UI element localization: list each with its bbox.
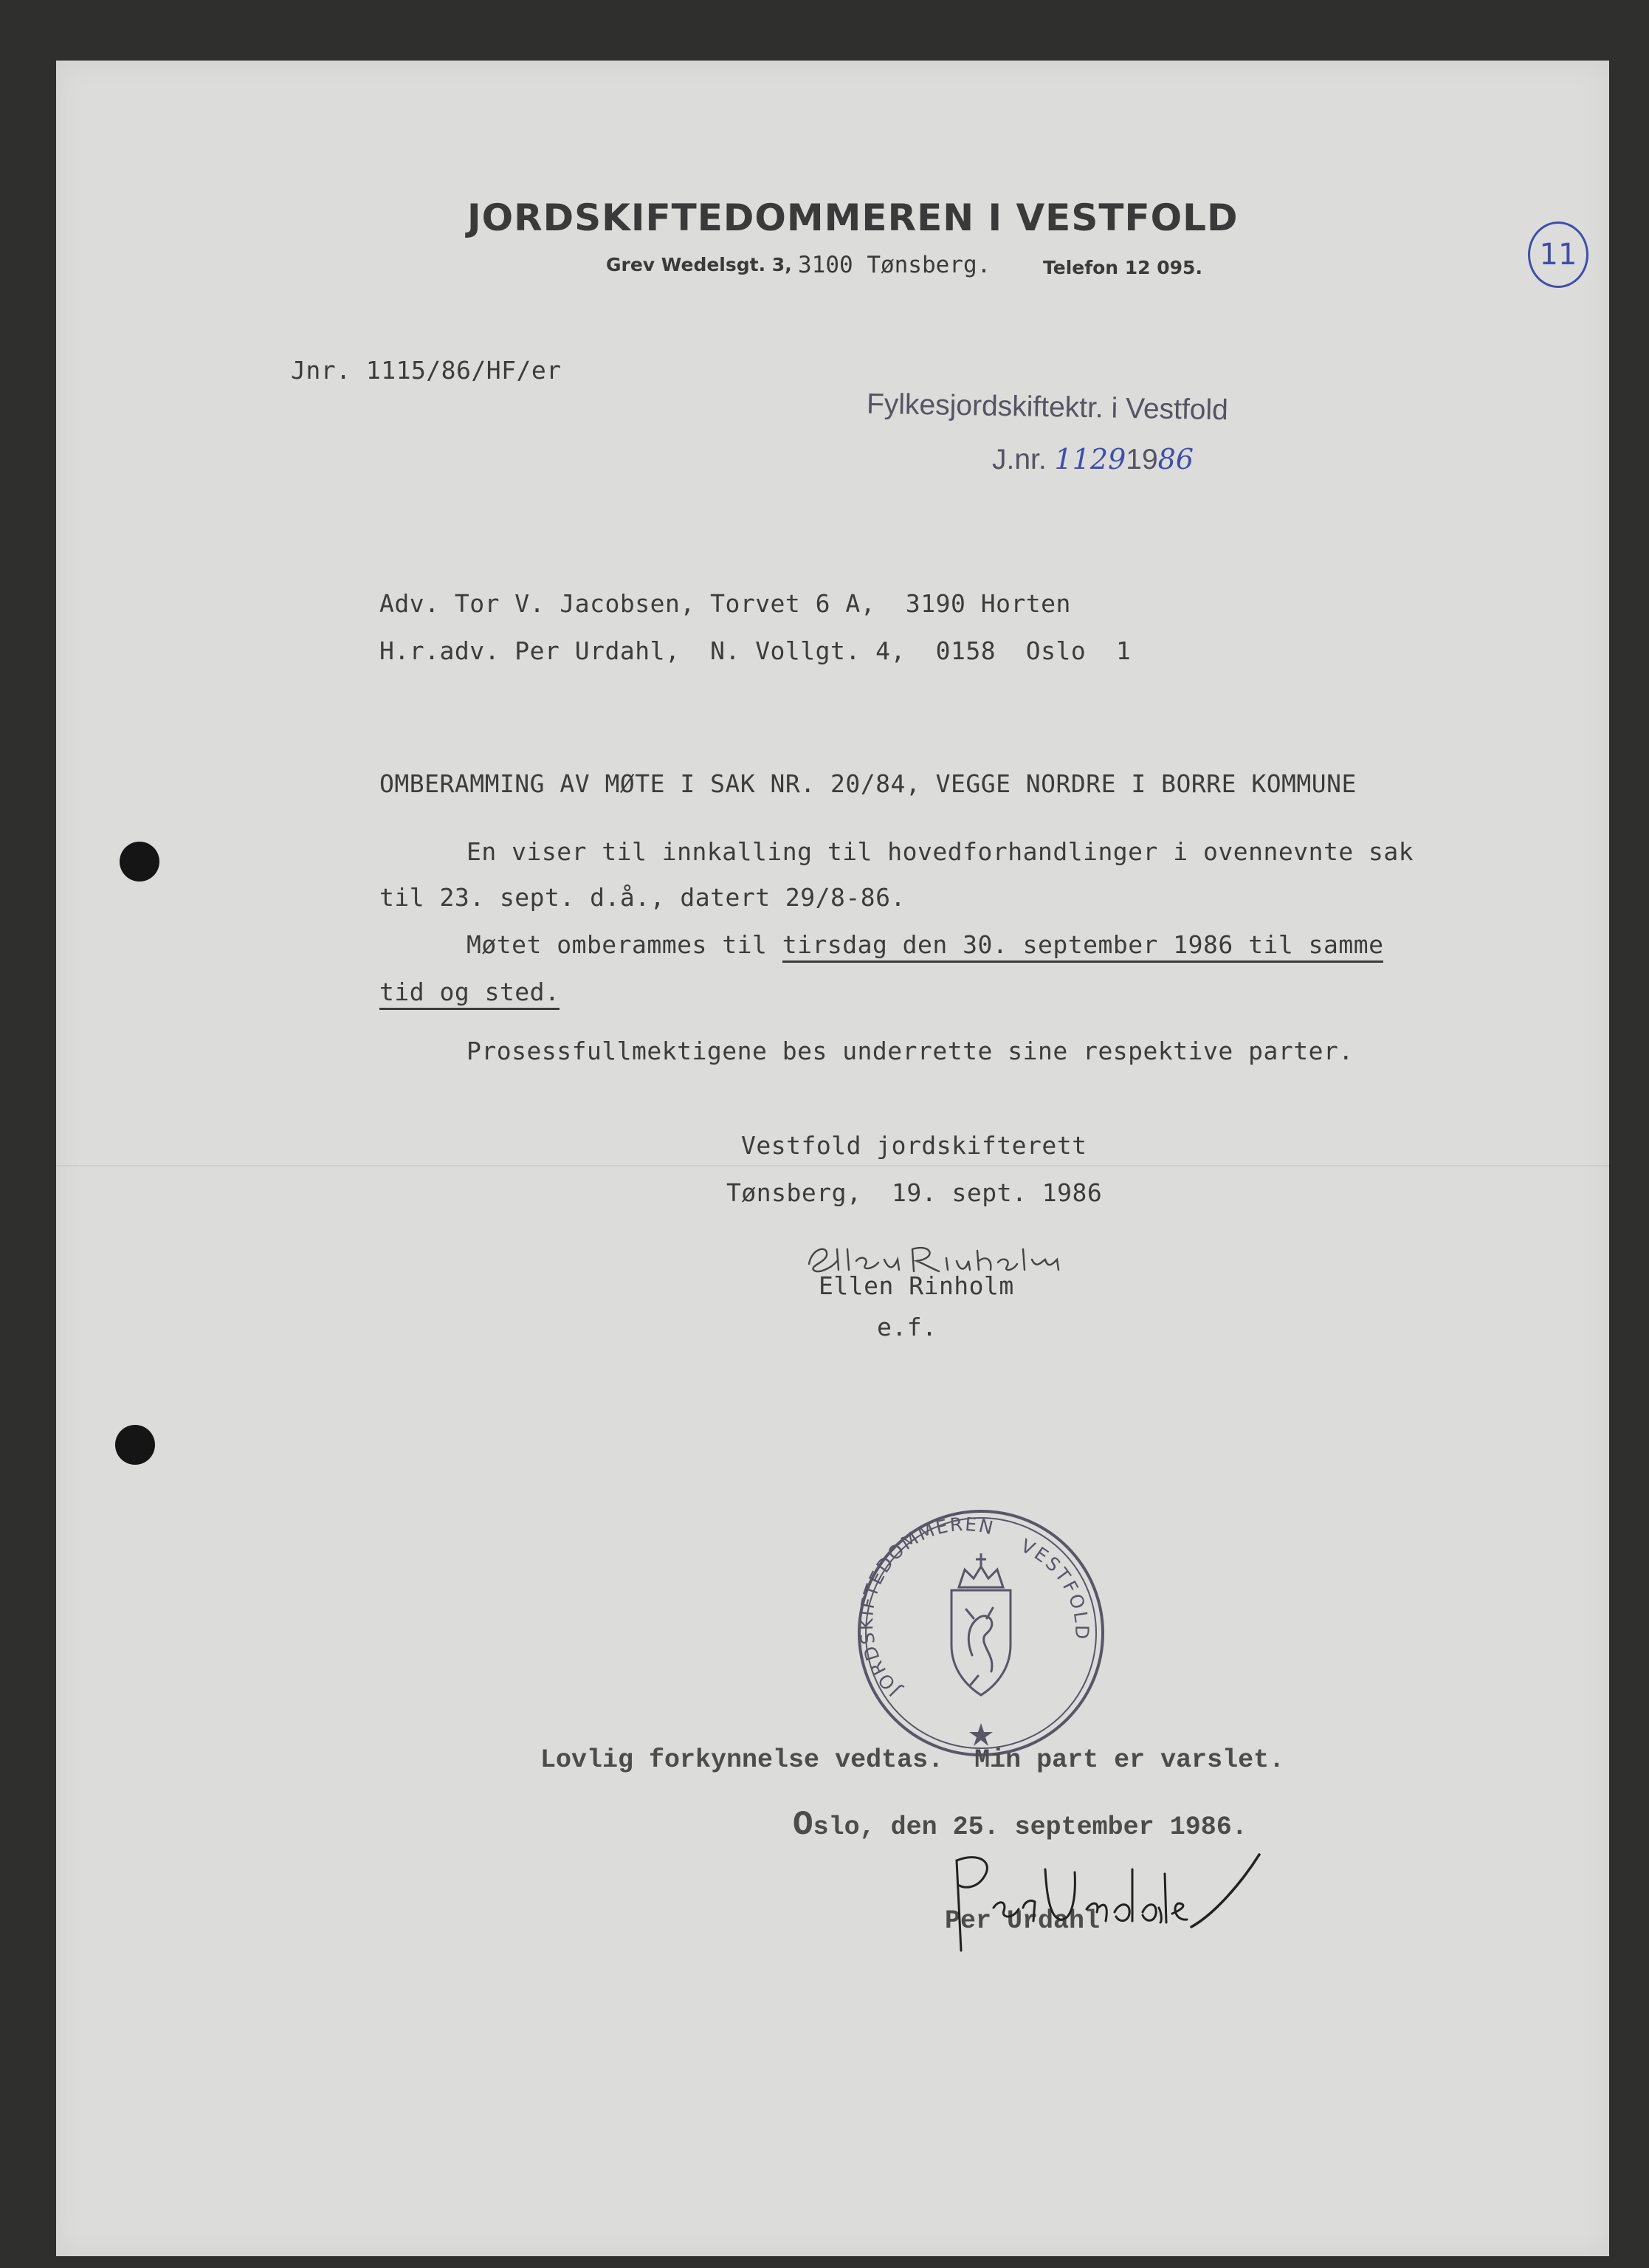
place-and-date: Tønsberg, 19. sept. 1986 xyxy=(726,1178,1103,1207)
acknowledgement-text: Lovlig forkynnelse vedtas. Min part er varslet. xyxy=(540,1745,1285,1775)
signatory-name: Ellen Rinholm xyxy=(819,1271,1014,1300)
letter-subject: OMBERAMMING AV MØTE I SAK NR. 20/84, VEGGE NORDRE I BORRE KOMMUNE xyxy=(379,769,1357,798)
received-stamp-year-handwritten: 86 xyxy=(1157,443,1194,475)
signatory-title: e.f. xyxy=(877,1313,937,1341)
punch-hole-bottom xyxy=(115,1425,155,1465)
same-time-place-underlined: tid og sted. xyxy=(379,977,560,1010)
letterhead-title: JORDSKIFTEDOMMEREN I VESTFOLD xyxy=(467,196,1239,239)
received-stamp-jnr-number: 1129 xyxy=(1054,443,1126,475)
body-paragraph-1-line-2: til 23. sept. d.å., datert 29/8-86. xyxy=(379,883,906,912)
received-stamp-office: Fylkesjordskiftektr. i Vestfold xyxy=(866,388,1229,427)
body-paragraph-3: Prosessfullmektigene bes underrette sine respektive parter. xyxy=(467,1037,1354,1065)
journal-reference: Jnr. 1115/86/HF/er xyxy=(291,356,562,385)
page-number-text: 11 xyxy=(1539,238,1577,272)
body-paragraph-2-line-1 xyxy=(467,930,1383,959)
signature-per-urdahl xyxy=(942,1840,1274,1965)
page-number-circled xyxy=(1528,221,1588,288)
body-paragraph-1-line-1: En viser til innkalling til hovedforhandlinger i ovennevnte sak xyxy=(467,837,1414,866)
body-paragraph-2-prefix: Møtet omberammes til xyxy=(467,930,782,959)
acknowledgement-place-date-rest: slo, den 25. september 1986. xyxy=(813,1812,1247,1842)
acknowledgement-place-first-letter: O xyxy=(793,1806,813,1844)
recipient-line: H.r.adv. Per Urdahl, N. Vollgt. 4, 0158 Oslo 1 xyxy=(379,636,1132,665)
punch-hole-top xyxy=(120,842,159,882)
acknowledgement-name: Per Urdahl xyxy=(945,1906,1101,1936)
letterhead-city: 3100 Tønsberg. xyxy=(798,252,991,278)
letterhead-street: Grev Wedelsgt. 3, xyxy=(606,254,792,275)
seal-text-right: VESTFOLD xyxy=(1017,1534,1093,1642)
coat-of-arms-icon xyxy=(951,1553,1011,1695)
received-stamp-jnr xyxy=(992,443,1194,476)
fold-line xyxy=(56,1165,1609,1166)
received-stamp-jnr-label: J.nr. xyxy=(992,444,1047,475)
court-name: Vestfold jordskifterett xyxy=(741,1131,1087,1160)
paper-sheet xyxy=(56,61,1609,2256)
star-icon xyxy=(969,1723,993,1746)
letterhead-phone: Telefon 12 095. xyxy=(1043,257,1202,278)
official-seal xyxy=(856,1508,1106,1759)
acknowledgement-place-date xyxy=(793,1806,1247,1844)
recipient-line: Adv. Tor V. Jacobsen, Torvet 6 A, 3190 Horten xyxy=(379,589,1071,618)
received-stamp-year-printed: 19 xyxy=(1126,444,1158,475)
body-paragraph-2-line-2 xyxy=(379,977,560,1006)
new-meeting-date-underlined: tirsdag den 30. september 1986 til samme xyxy=(782,930,1384,963)
seal-text-left: JORDSKIFTEDOMMEREN xyxy=(856,1513,997,1701)
